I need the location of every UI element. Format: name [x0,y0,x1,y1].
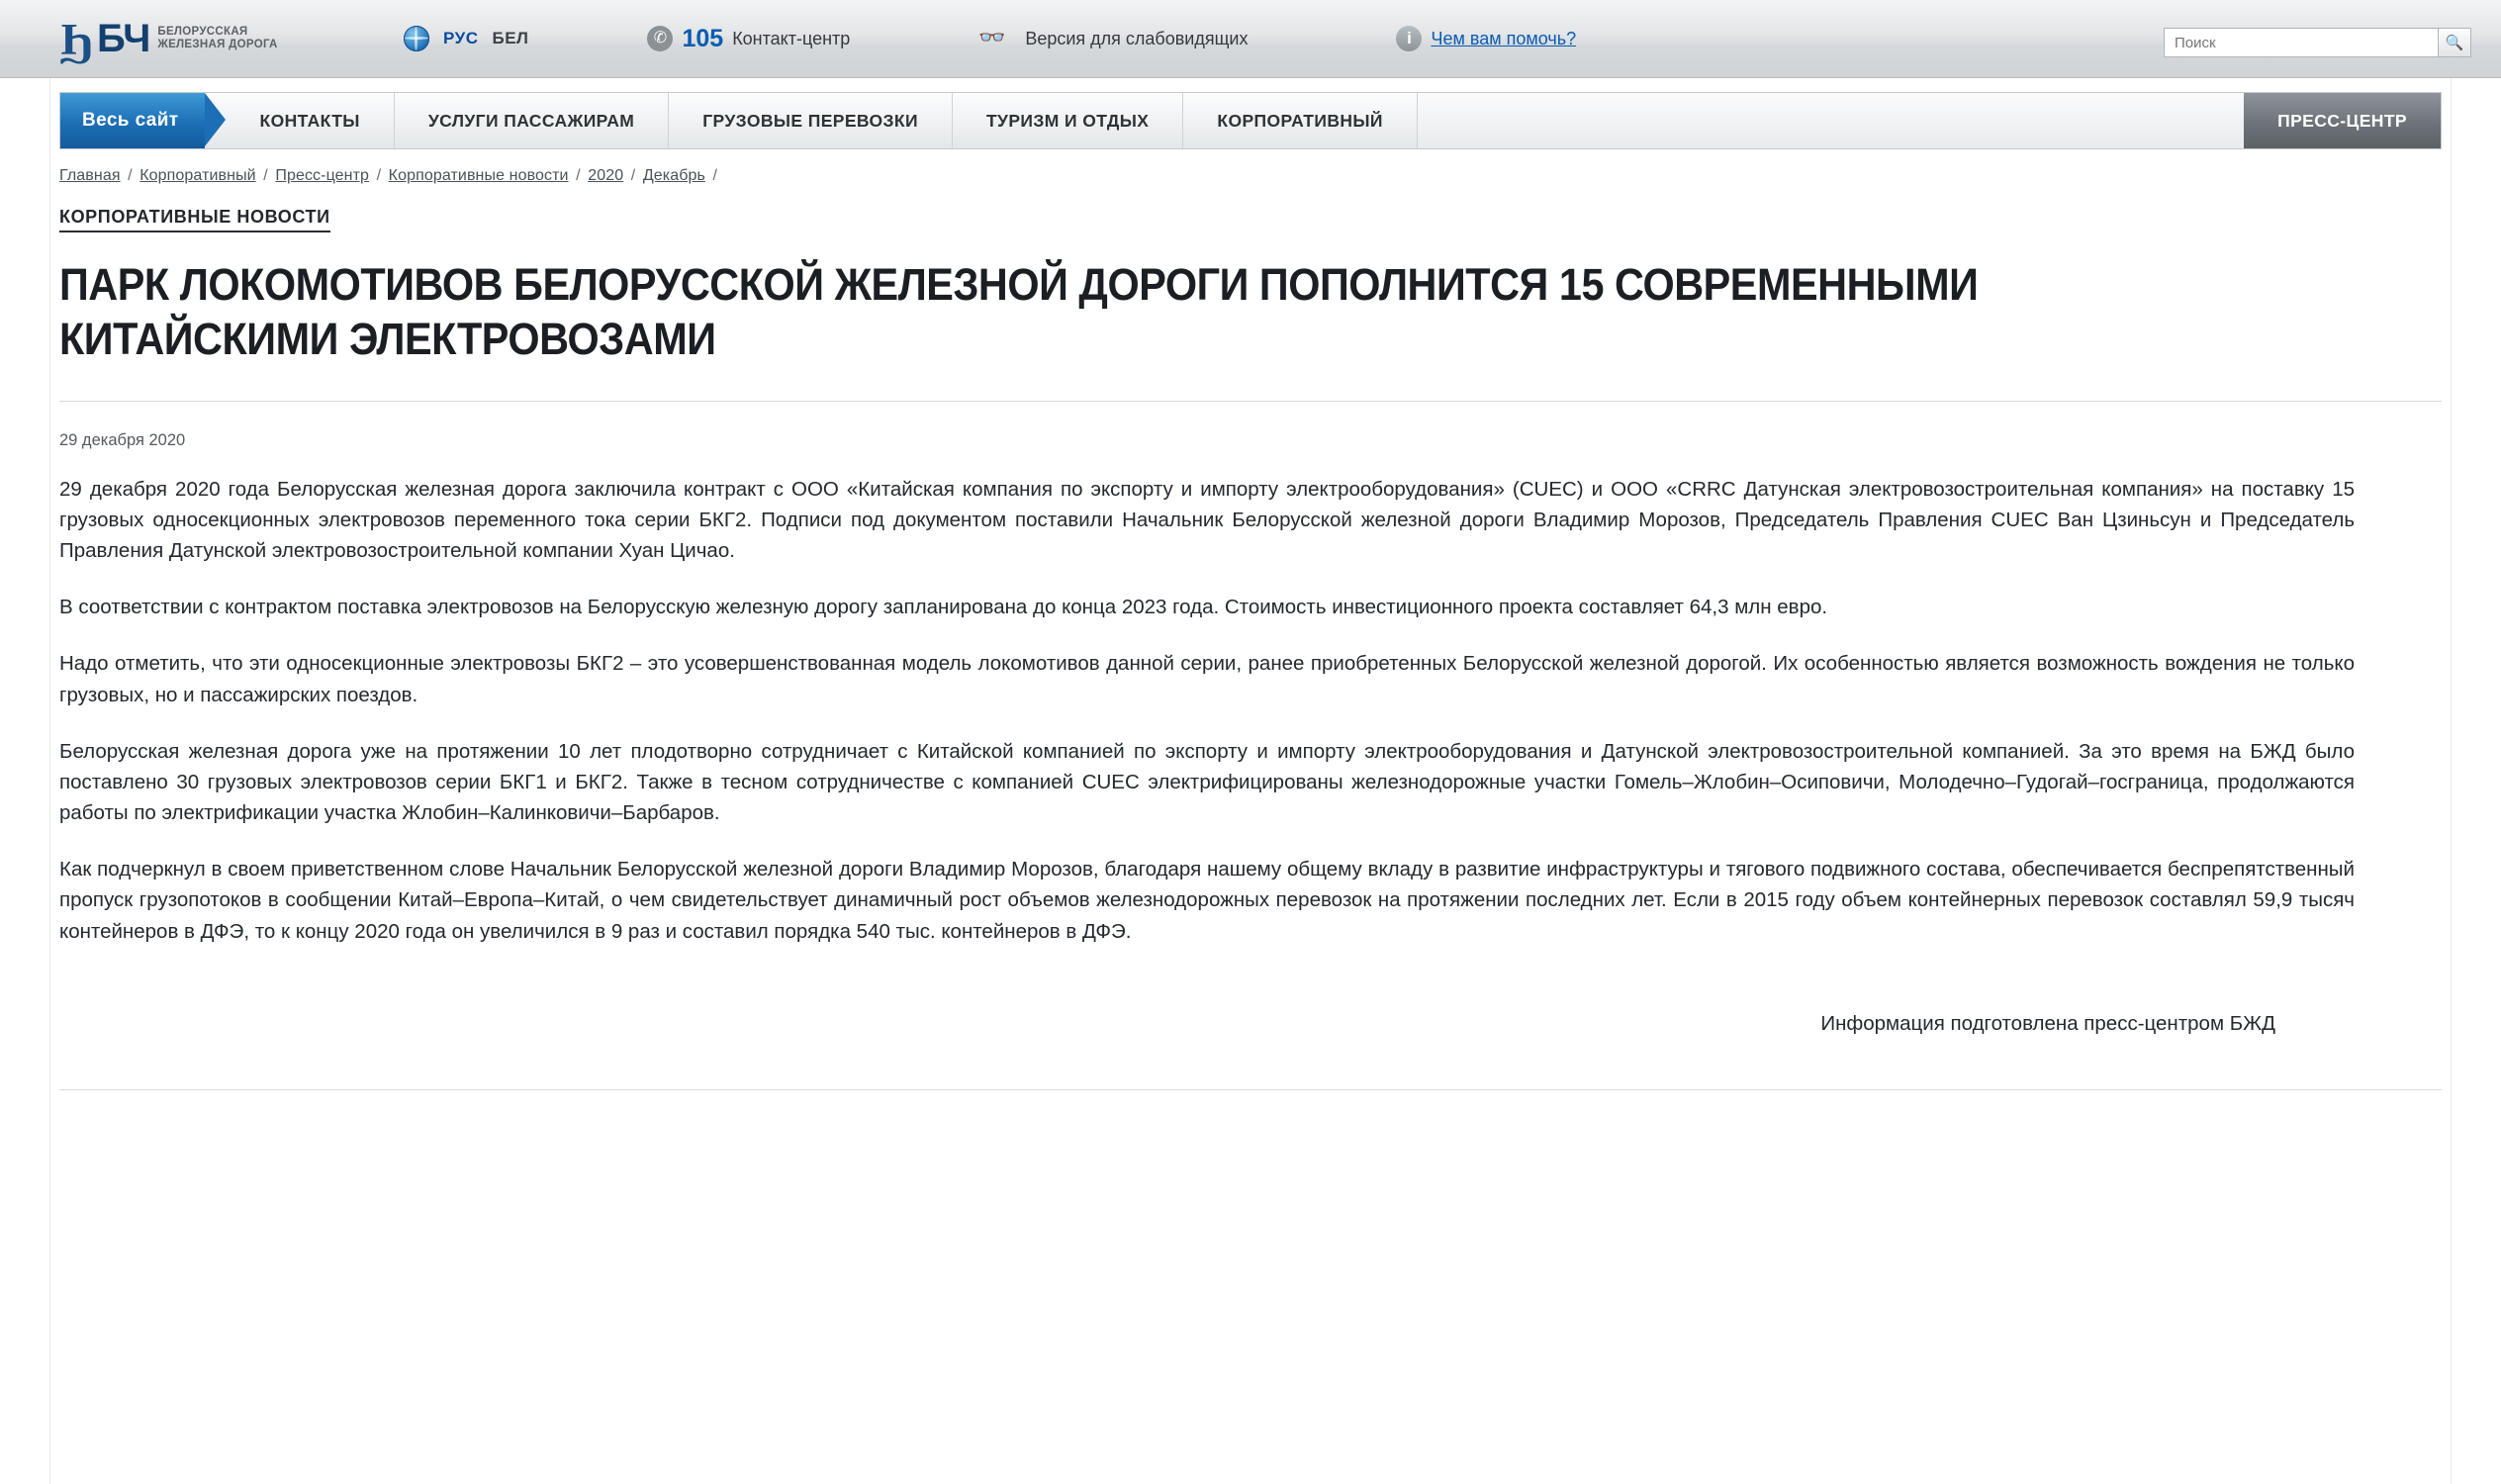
help-label[interactable]: Чем вам помочь? [1431,28,1577,48]
breadcrumb-item-corporate-news[interactable]: Корпоративные новости [388,167,569,184]
article-signature: Информация подготовлена пресс-центром БЖД [1820,1011,2275,1035]
language-switcher[interactable] [404,0,528,77]
search-icon: 🔍 [2445,35,2464,51]
logo-emblem: Ϧ [59,12,92,65]
page-edge-left [49,77,50,1484]
nav-item-contacts[interactable]: КОНТАКТЫ [205,93,395,148]
globe-icon [404,26,429,51]
rubric-wrapper [59,185,2442,232]
breadcrumb-separator: / [372,167,386,184]
logo-subtitle-line1: БЕЛОРУССКАЯ [157,25,248,38]
breadcrumb-item-home[interactable]: Главная [59,167,121,184]
article-paragraph: 29 декабря 2020 года Белорусская железная дорога заключила контракт с ООО «Китайская компания по экспорту и импорту электрооборудования» (CUEC) и ООО «CRRC Датунская электровозостроительная компания» на поставку 15 грузовых односекционных электровозов переменного тока серии БКГ2. Подписи под документом поставили Начальник Белорусской железной дороги Владимир Морозов, Председатель Правления CUEC Ван Цзиньсун и Председатель Правления Датунской электровозостроительной компании Хуан Цичао. [59,477,2355,563]
page-edge-right [2451,77,2452,1484]
logo-subtitle-line2: ЖЕЛЕЗНАЯ ДОРОГА [157,39,278,50]
breadcrumb-separator: / [123,167,138,184]
breadcrumb-separator: / [571,167,586,184]
breadcrumb-item-2020[interactable]: 2020 [588,167,624,184]
site-search[interactable] [2164,28,2471,57]
breadcrumb-separator: / [258,167,273,184]
breadcrumb-item-december[interactable]: Декабрь [642,167,705,184]
nav-item-press-center[interactable]: ПРЕСС-ЦЕНТР [2244,93,2441,148]
logo-subtitle [157,26,277,51]
help-block[interactable] [1396,0,1576,77]
language-ru[interactable]: РУС [443,29,479,47]
breadcrumb-item-corporate[interactable]: Корпоративный [139,167,256,184]
help-icon: i [1396,26,1422,51]
top-utility-bar [0,0,2501,78]
page-title: ПАРК ЛОКОМОТИВОВ БЕЛОРУССКОЙ ЖЕЛЕЗНОЙ ДОРОГИ ПОПОЛНИТСЯ 15 СОВРЕМЕННЫМИ КИТАЙСКИМИ ЭЛЕКТРОВОЗАМИ [59,259,1979,364]
contact-center-number: 105 [682,24,724,52]
accessibility-link[interactable] [978,0,1248,77]
nav-item-tourism[interactable]: ТУРИЗМ И ОТДЫХ [953,93,1183,148]
search-button[interactable] [2438,28,2471,57]
article-body [59,402,2355,1036]
rubric-label[interactable]: КОРПОРАТИВНЫЕ НОВОСТИ [59,207,330,232]
contact-center-label: Контакт-центр [732,28,851,48]
publication-date: 29 декабря 2020 [59,430,186,449]
nav-item-passenger-services[interactable]: УСЛУГИ ПАССАЖИРАМ [395,93,669,148]
article-paragraph: В соответствии с контрактом поставка электровозов на Белорусскую железную дорогу запланирована до конца 2023 года. Стоимость инвестиционного проекта составляет 64,3 млн евро. [59,596,1828,619]
phone-icon: ✆ [647,26,673,51]
footer-divider [59,1089,2442,1090]
breadcrumb-item-press-center[interactable]: Пресс-центр [275,167,370,184]
breadcrumb [59,167,2442,185]
site-logo[interactable] [59,12,386,65]
main-navigation-wrapper [0,78,2501,149]
article-paragraph: Надо отметить, что эти односекционные электровозы БКГ2 – это усовершенствованная модель локомотивов данной серии, ранее приобретенных Белорусской железной дорогой. Их особенностью является возможность вождения не только грузовых, но и пассажирских поездов. [59,652,2355,706]
language-be[interactable]: БЕЛ [492,29,529,47]
article-paragraph: Как подчеркнул в своем приветственном слове Начальник Белорусской железной дороги Владимир Морозов, благодаря нашему общему вкладу в развитие инфраструктуры и тягового подвижного состава, обеспечивается беспрепятственный пропуск грузопотоков в сообщении Китай–Европа–Китай, о чем свидетельствует динамичный рост объемов железнодорожных перевозок на протяжении последних лет. Если в 2015 году объем контейнерных перевозок составлял 59,9 тысяч контейнеров в ДФЭ, то к концу 2020 года он увеличился в 9 раз и составил порядка 540 тыс. контейнеров в ДФЭ. [59,858,2355,943]
nav-item-corporate[interactable]: КОРПОРАТИВНЫЙ [1183,93,1418,148]
search-input[interactable] [2164,28,2438,57]
logo-initials: БЧ [97,17,150,60]
page-content [0,167,2501,1036]
eye-icon: 👓 [978,26,1002,50]
article-paragraph: Белорусская железная дорога уже на протяжении 10 лет плодотворно сотрудничает с Китайской компанией по экспорту и импорту электрооборудования и Датунской электровозостроительной компанией. За это время на БЖД было поставлено 30 грузовых электровозов серии БКГ1 и БКГ2. Также в тесном сотрудничестве с компанией CUEC электрифицированы железнодорожные участки Гомель–Жлобин–Осиповичи, Молодечно–Гудогай–госграница, продолжаются работы по электрификации участка Жлобин–Калинковичи–Барбаров. [59,739,2355,825]
main-navigation [59,92,2442,149]
breadcrumb-separator: / [707,167,718,184]
nav-item-whole-site[interactable]: Весь сайт [60,93,205,148]
contact-center-block[interactable] [647,0,850,77]
accessibility-label: Версия для слабовидящих [1025,28,1249,48]
nav-item-freight[interactable]: ГРУЗОВЫЕ ПЕРЕВОЗКИ [669,93,953,148]
breadcrumb-separator: / [626,167,640,184]
